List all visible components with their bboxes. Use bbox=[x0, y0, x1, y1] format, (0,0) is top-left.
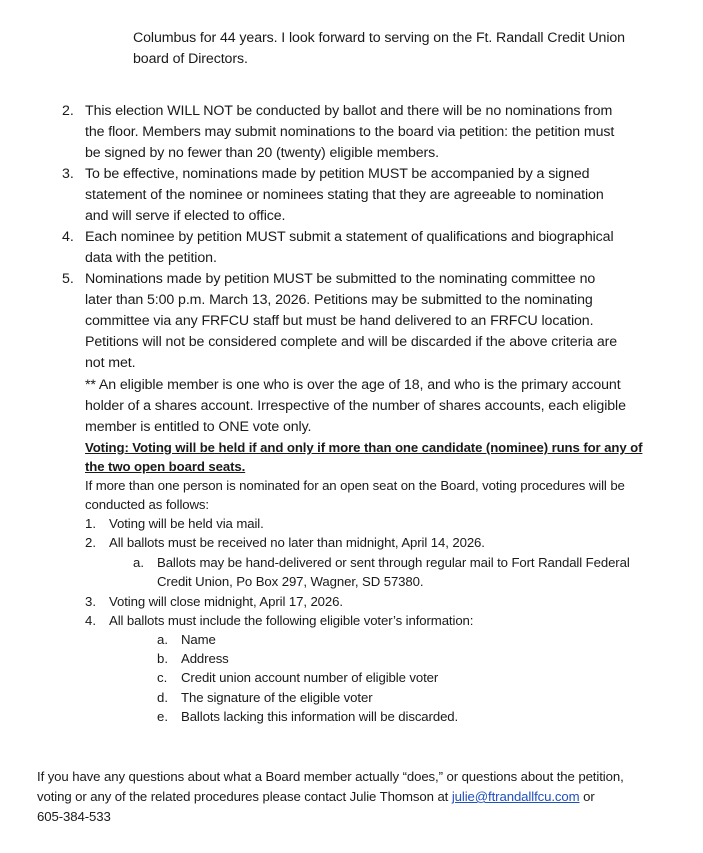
intro-line-1: Columbus for 44 years. I look forward to serving on the Ft. Randall Credit Union bbox=[133, 30, 625, 46]
item-5-line-4: Petitions will not be considered complete and will be discarded if the above criteria are bbox=[85, 334, 618, 350]
item-5-line-5: not met. bbox=[85, 355, 136, 371]
item-3-line-1: To be effective, nominations made by petition MUST be accompanied by a signed bbox=[85, 166, 590, 182]
voting-step-2a-letter: a. bbox=[133, 555, 144, 570]
voter-info-a-letter: a. bbox=[157, 632, 168, 647]
voting-step-2-number: 2. bbox=[85, 535, 96, 550]
contact-line-1: If you have any questions about what a Board member actually “does,” or questions about the petition, bbox=[37, 769, 624, 784]
item-5-line-2: later than 5:00 p.m. March 13, 2026. Petitions may be submitted to the nominating bbox=[85, 292, 593, 308]
voter-info-c-letter: c. bbox=[157, 670, 168, 685]
voter-info-e-text: Ballots lacking this information will be discarded. bbox=[181, 709, 459, 724]
voting-step-3-text: Voting will close midnight, April 17, 2026. bbox=[109, 594, 343, 609]
item-3-line-3: and will serve if elected to office. bbox=[85, 208, 286, 224]
voter-info-d-text: The signature of the eligible voter bbox=[181, 690, 373, 705]
item-3-number: 3. bbox=[62, 166, 74, 182]
voting-intro-line-1: If more than one person is nominated for an open seat on the Board, voting procedures will be bbox=[85, 478, 625, 493]
voting-heading-line-1: Voting: Voting will be held if and only if more than one candidate (nominee) runs for any of bbox=[85, 440, 643, 455]
contact-line-2 bbox=[37, 787, 595, 806]
voter-info-d-letter: d. bbox=[157, 690, 168, 705]
eligible-note-line-1: ** An eligible member is one who is over the age of 18, and who is the primary account bbox=[85, 377, 621, 393]
voter-info-a-text: Name bbox=[181, 632, 216, 647]
contact-line-2-prefix: voting or any of the related procedures please contact Julie Thomson at bbox=[37, 789, 452, 804]
item-4-line-2: data with the petition. bbox=[85, 250, 217, 266]
item-5-line-1: Nominations made by petition MUST be submitted to the nominating committee no bbox=[85, 271, 596, 287]
voting-step-4-text: All ballots must include the following eligible voter’s information: bbox=[109, 613, 474, 628]
voting-step-4-number: 4. bbox=[85, 613, 96, 628]
voter-info-c-text: Credit union account number of eligible voter bbox=[181, 670, 439, 685]
item-4-line-1: Each nominee by petition MUST submit a statement of qualifications and biographical bbox=[85, 229, 614, 245]
voter-info-b-letter: b. bbox=[157, 651, 168, 666]
item-2-line-2: the floor. Members may submit nominations to the board via petition: the petition must bbox=[85, 124, 615, 140]
voting-step-2-text: All ballots must be received no later than midnight, April 14, 2026. bbox=[109, 535, 485, 550]
voting-step-2a-line-2: Credit Union, Po Box 297, Wagner, SD 57380. bbox=[157, 574, 424, 589]
item-5-line-3: committee via any FRFCU staff but must be hand delivered to an FRFCU location. bbox=[85, 313, 594, 329]
voting-step-1-text: Voting will be held via mail. bbox=[109, 516, 264, 531]
voting-heading-line-2: the two open board seats. bbox=[85, 459, 246, 474]
voting-step-1-number: 1. bbox=[85, 516, 96, 531]
voting-step-3-number: 3. bbox=[85, 594, 96, 609]
email-link[interactable]: julie@ftrandallfcu.com bbox=[451, 789, 580, 804]
contact-phone: 605-384-533 bbox=[37, 809, 111, 824]
intro-line-2: board of Directors. bbox=[133, 51, 248, 67]
item-4-number: 4. bbox=[62, 229, 74, 245]
voter-info-b-text: Address bbox=[181, 651, 229, 666]
voting-step-2a-line-1: Ballots may be hand-delivered or sent through regular mail to Fort Randall Federal bbox=[157, 555, 630, 570]
voter-info-e-letter: e. bbox=[157, 709, 168, 724]
eligible-note-line-2: holder of a shares account. Irrespective of the number of shares accounts, each eligible bbox=[85, 398, 626, 414]
item-2-line-3: be signed by no fewer than 20 (twenty) eligible members. bbox=[85, 145, 440, 161]
item-2-line-1: This election WILL NOT be conducted by ballot and there will be no nominations from bbox=[85, 103, 613, 119]
item-2-number: 2. bbox=[62, 103, 74, 119]
contact-line-2-suffix: or bbox=[579, 789, 595, 804]
item-3-line-2: statement of the nominee or nominees stating that they are agreeable to nomination bbox=[85, 187, 604, 203]
eligible-note-line-3: member is entitled to ONE vote only. bbox=[85, 419, 312, 435]
voting-intro-line-2: conducted as follows: bbox=[85, 497, 209, 512]
item-5-number: 5. bbox=[62, 271, 74, 287]
